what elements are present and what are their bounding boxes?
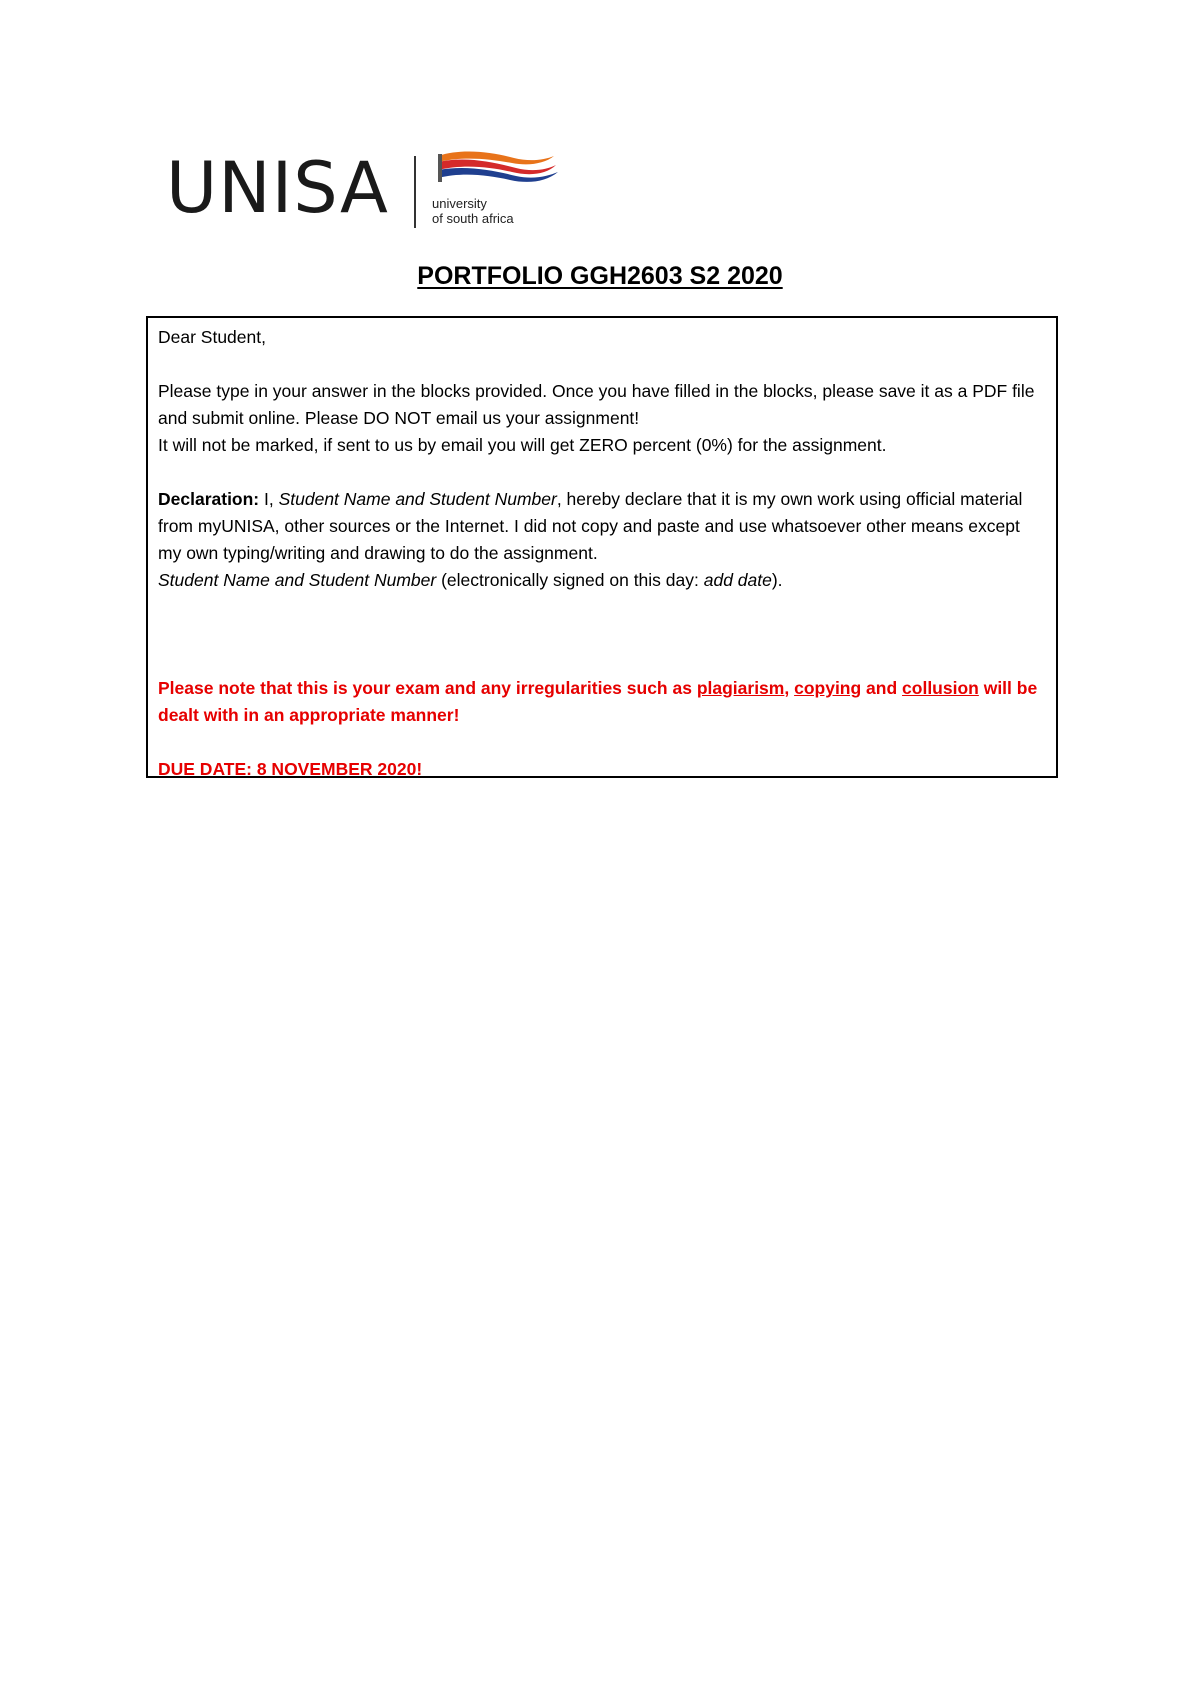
- logo-subtitle-line1: university: [432, 196, 487, 211]
- declaration-label: Declaration:: [158, 489, 260, 509]
- notice-box: [146, 316, 1058, 778]
- warning-term-collusion: collusion: [902, 678, 979, 698]
- logo-subtitle-line2: of south africa: [432, 211, 514, 226]
- warning-term-copying: copying: [794, 678, 862, 698]
- warning-post: will be dealt with in an appropriate manner!: [158, 678, 1038, 725]
- declaration-pre: I,: [259, 489, 279, 509]
- signature-name-placeholder: Student Name and Student Number: [158, 570, 437, 590]
- warning-term-plagiarism: plagiarism: [696, 678, 785, 698]
- flag-emblem-icon: [432, 148, 560, 188]
- due-date: DUE DATE: 8 NOVEMBER 2020!: [158, 759, 423, 779]
- logo-wordmark: UNISA: [166, 147, 389, 229]
- warning-pre: Please note that this is your exam and any irregularities such as: [158, 678, 697, 698]
- instructions-text-1: Please type in your answer in the blocks provided. Once you have filled in the blocks, please save it as a PDF file and submit online. Please DO NOT email us your assignment!: [158, 381, 1035, 428]
- logo-divider: [414, 156, 416, 228]
- signature-date-placeholder: add date: [703, 570, 772, 590]
- page-title: PORTFOLIO GGH2603 S2 2020: [417, 262, 783, 290]
- greeting: Dear Student,: [158, 327, 266, 347]
- declaration-text: , hereby declare that it is my own work using official material from myUNISA, other sources or the Internet. I did not copy and paste and use whatsoever other means except my own typing/writing and drawing to do the assignment.: [158, 489, 1023, 563]
- warning-text: [158, 675, 1046, 729]
- instructions-paragraph: [158, 378, 1046, 459]
- unisa-logo: [166, 148, 566, 238]
- declaration-name-placeholder: Student Name and Student Number: [278, 489, 557, 509]
- declaration-paragraph: [158, 486, 1046, 594]
- signature-mid: (electronically signed on this day:: [436, 570, 704, 590]
- logo-subtitle: [432, 196, 514, 226]
- warning-sep-2: and: [861, 678, 903, 698]
- warning-sep-1: ,: [784, 678, 795, 698]
- instructions-text-2: It will not be marked, if sent to us by email you will get ZERO percent (0%) for the assignment.: [158, 435, 887, 455]
- signature-end: ).: [771, 570, 783, 590]
